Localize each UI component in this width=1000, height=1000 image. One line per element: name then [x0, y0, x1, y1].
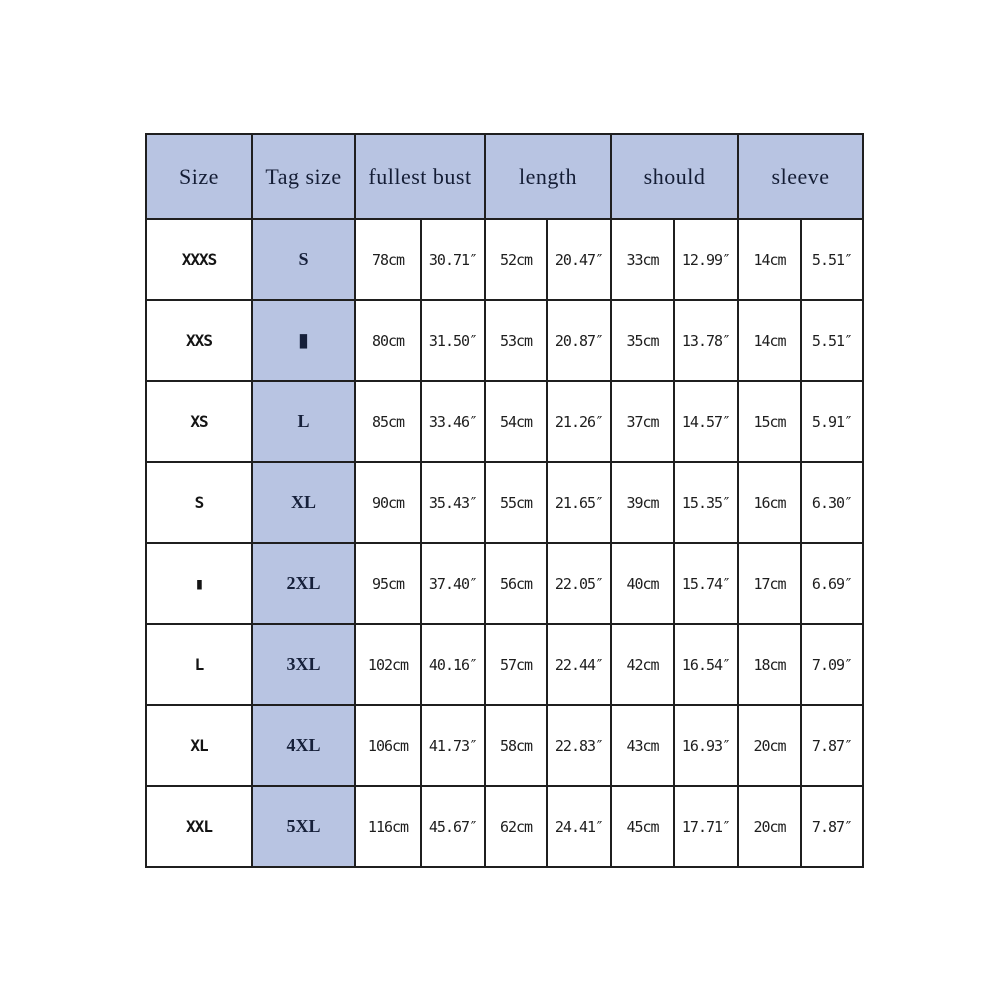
should-cm-cell: 45cm — [611, 786, 674, 867]
sleeve-in-cell: 5.51″ — [801, 300, 863, 381]
length-cm-cell: 55cm — [485, 462, 547, 543]
sleeve-cm-cell: 20cm — [738, 705, 801, 786]
header-row — [146, 134, 863, 219]
sleeve-in-cell: 5.91″ — [801, 381, 863, 462]
bust-in-cell: 35.43″ — [421, 462, 485, 543]
should-cm-cell: 37cm — [611, 381, 674, 462]
header-size: Size — [146, 134, 252, 219]
size-cell: XXL — [146, 786, 252, 867]
should-cm-cell: 35cm — [611, 300, 674, 381]
tag-size-cell: S — [252, 219, 355, 300]
bust-cm-cell: 90cm — [355, 462, 421, 543]
tag-size-cell: L — [252, 381, 355, 462]
size-cell: L — [146, 624, 252, 705]
length-in-cell: 22.83″ — [547, 705, 611, 786]
tag-size-cell: ▮ — [252, 300, 355, 381]
sleeve-in-cell: 6.30″ — [801, 462, 863, 543]
sleeve-in-cell: 7.87″ — [801, 705, 863, 786]
tag-size-cell: 5XL — [252, 786, 355, 867]
tag-size-cell: 4XL — [252, 705, 355, 786]
size-cell: XXXS — [146, 219, 252, 300]
length-in-cell: 22.44″ — [547, 624, 611, 705]
bust-in-cell: 37.40″ — [421, 543, 485, 624]
length-cm-cell: 56cm — [485, 543, 547, 624]
size-cell: XL — [146, 705, 252, 786]
table-row — [146, 543, 863, 624]
size-cell: XS — [146, 381, 252, 462]
length-in-cell: 20.47″ — [547, 219, 611, 300]
sleeve-in-cell: 7.09″ — [801, 624, 863, 705]
bust-cm-cell: 95cm — [355, 543, 421, 624]
table-row — [146, 705, 863, 786]
table-row — [146, 300, 863, 381]
table-row — [146, 786, 863, 867]
length-in-cell: 21.65″ — [547, 462, 611, 543]
sleeve-cm-cell: 16cm — [738, 462, 801, 543]
sleeve-cm-cell: 17cm — [738, 543, 801, 624]
bust-in-cell: 30.71″ — [421, 219, 485, 300]
size-chart-table — [145, 133, 864, 868]
should-cm-cell: 39cm — [611, 462, 674, 543]
should-in-cell: 17.71″ — [674, 786, 738, 867]
should-in-cell: 12.99″ — [674, 219, 738, 300]
length-in-cell: 24.41″ — [547, 786, 611, 867]
should-cm-cell: 42cm — [611, 624, 674, 705]
header-sleeve: sleeve — [738, 134, 863, 219]
bust-cm-cell: 85cm — [355, 381, 421, 462]
sleeve-in-cell: 5.51″ — [801, 219, 863, 300]
bust-in-cell: 45.67″ — [421, 786, 485, 867]
bust-cm-cell: 106cm — [355, 705, 421, 786]
bust-in-cell: 40.16″ — [421, 624, 485, 705]
size-cell: S — [146, 462, 252, 543]
length-cm-cell: 58cm — [485, 705, 547, 786]
header-length: length — [485, 134, 611, 219]
sleeve-cm-cell: 18cm — [738, 624, 801, 705]
length-cm-cell: 62cm — [485, 786, 547, 867]
should-in-cell: 15.74″ — [674, 543, 738, 624]
header-fullest-bust: fullest bust — [355, 134, 485, 219]
header-tag-size: Tag size — [252, 134, 355, 219]
header-should: should — [611, 134, 738, 219]
bust-in-cell: 41.73″ — [421, 705, 485, 786]
should-cm-cell: 43cm — [611, 705, 674, 786]
sleeve-in-cell: 6.69″ — [801, 543, 863, 624]
sleeve-cm-cell: 20cm — [738, 786, 801, 867]
tag-size-cell: 3XL — [252, 624, 355, 705]
size-cell: ▮ — [146, 543, 252, 624]
should-in-cell: 13.78″ — [674, 300, 738, 381]
should-in-cell: 14.57″ — [674, 381, 738, 462]
sleeve-in-cell: 7.87″ — [801, 786, 863, 867]
bust-in-cell: 31.50″ — [421, 300, 485, 381]
should-in-cell: 15.35″ — [674, 462, 738, 543]
bust-cm-cell: 116cm — [355, 786, 421, 867]
length-in-cell: 21.26″ — [547, 381, 611, 462]
should-in-cell: 16.93″ — [674, 705, 738, 786]
table-row — [146, 381, 863, 462]
length-cm-cell: 57cm — [485, 624, 547, 705]
should-in-cell: 16.54″ — [674, 624, 738, 705]
tag-size-cell: XL — [252, 462, 355, 543]
bust-cm-cell: 78cm — [355, 219, 421, 300]
should-cm-cell: 33cm — [611, 219, 674, 300]
length-in-cell: 20.87″ — [547, 300, 611, 381]
length-cm-cell: 53cm — [485, 300, 547, 381]
length-cm-cell: 54cm — [485, 381, 547, 462]
table-row — [146, 624, 863, 705]
sleeve-cm-cell: 15cm — [738, 381, 801, 462]
length-cm-cell: 52cm — [485, 219, 547, 300]
bust-cm-cell: 102cm — [355, 624, 421, 705]
should-cm-cell: 40cm — [611, 543, 674, 624]
size-cell: XXS — [146, 300, 252, 381]
tag-size-cell: 2XL — [252, 543, 355, 624]
bust-cm-cell: 80cm — [355, 300, 421, 381]
table-row — [146, 219, 863, 300]
sleeve-cm-cell: 14cm — [738, 300, 801, 381]
bust-in-cell: 33.46″ — [421, 381, 485, 462]
table-row — [146, 462, 863, 543]
sleeve-cm-cell: 14cm — [738, 219, 801, 300]
length-in-cell: 22.05″ — [547, 543, 611, 624]
